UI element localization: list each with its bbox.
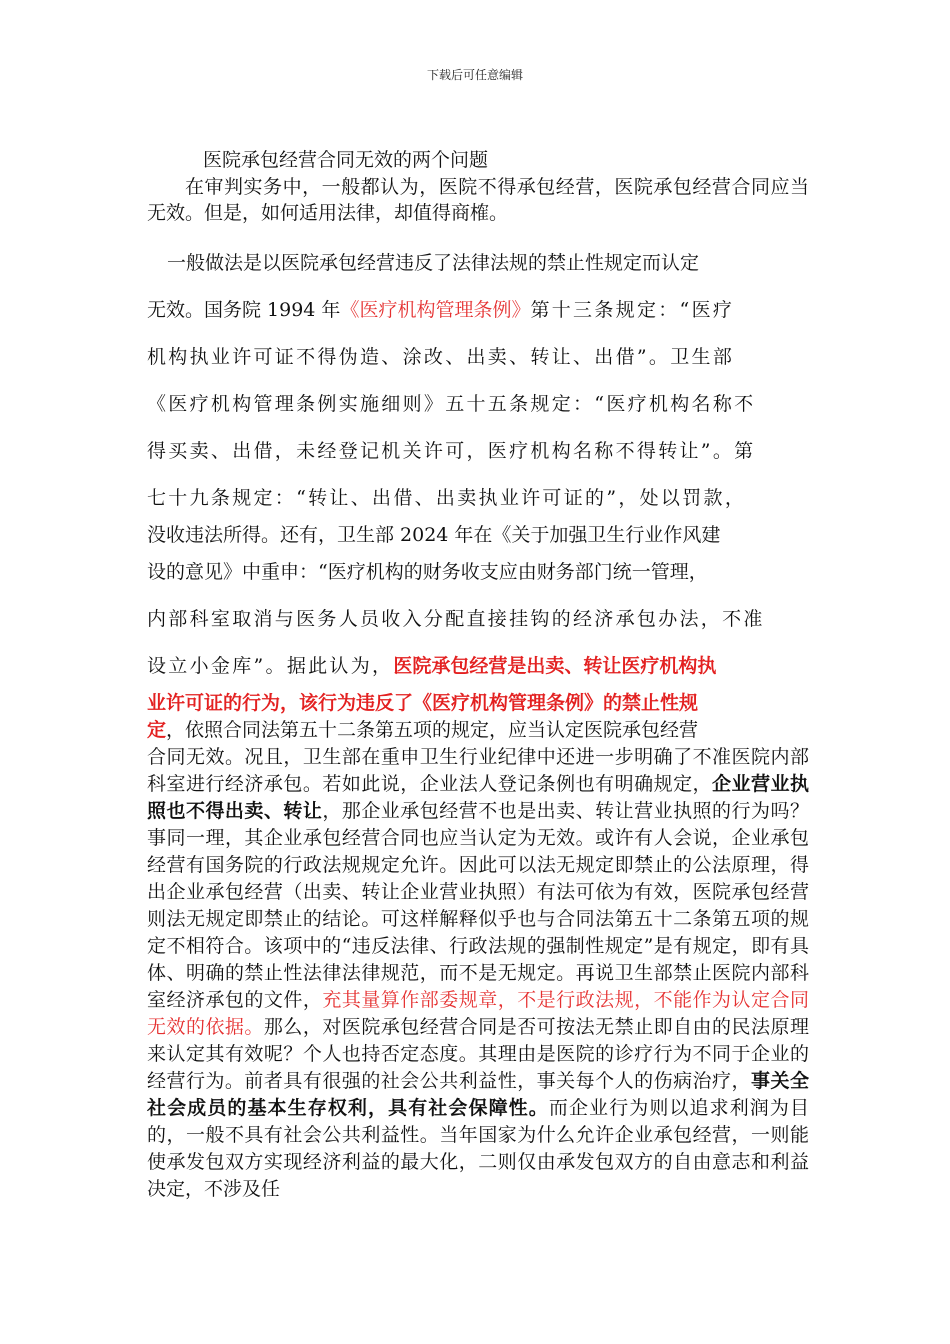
text-line: 机构执业许可证不得伪造、涂改、出卖、转让、出借”。卫生部 (147, 346, 735, 368)
paragraph-legal-basis (147, 240, 809, 744)
highlighted-regulation-title: 《医疗机构管理条例》 (340, 299, 531, 321)
document-body (147, 146, 809, 1203)
text-line: 设的意见》中重申：“医疗机构的财务收支应由财务部门统一管理， (147, 561, 708, 583)
page-header: 下载后可任意编辑 (426, 68, 523, 82)
document-title: 医院承包经营合同无效的两个问题 (203, 149, 489, 171)
text-line: 定，依照合同法第五十二条第五项的规定，应当认定医院承包经营 (147, 719, 699, 741)
text-line: 《医疗机构管理条例实施细则》五十五条规定：“医疗机构名称不 (147, 393, 756, 415)
text-line: 得买卖、出借，未经登记机关许可，医疗机构名称不得转让”。第 (147, 440, 756, 462)
highlighted-conclusion: 医院承包经营是出卖、转让医疗机构执 (393, 655, 717, 677)
text-line: 一般做法是以医院承包经营违反了法律法规的禁止性规定而认定 (167, 252, 700, 274)
paragraph-intro: 在审判实务中，一般都认为，医院不得承包经营，医院承包经营合同应当无效。但是，如何适用法律，却值得商榷。 (147, 176, 809, 224)
text-line: 七十九条规定：“转让、出借、出卖执业许可证的”，处以罚款， (147, 487, 747, 509)
text-line: 无效。国务院 1994 年《医疗机构管理条例》第十三条规定：“医疗 (147, 299, 735, 321)
highlighted-conclusion: 业许可证的行为，该行为违反了《医疗机构管理条例》的禁止性规 (147, 692, 699, 714)
text-line: 内部科室取消与医务人员收入分配直接挂钩的经济承包办法，不准 (147, 608, 765, 630)
highlighted-text: 充其量算作部委规章，不是行政法规，不能作为认定合同无效的依据。 (147, 989, 809, 1038)
emphasis-text: 事关全社会成员的基本生存权利，具有社会保障性。 (147, 1070, 809, 1119)
text-line: 设立小金库”。据此认为，医院承包经营是出卖、转让医疗机构执 (147, 655, 717, 677)
text-line: 没收违法所得。还有，卫生部 2024 年在《关于加强卫生行业作风建 (147, 524, 721, 546)
emphasis-text: 企业营业执照也不得出卖、转让 (147, 773, 809, 822)
paragraph-analysis: 合同无效。况且，卫生部在重申卫生行业纪律中还进一步明确了不准医院内部科室进行经济承包。若如此说，企业法人登记条例也有明确规定，企业营业执照也不得出卖、转让，那企业承包经营不也是出卖、转让营业执照的行为吗？事同一理，其企业承包经营合同也应当认定为无效。或许有人会说，企业承包经营有国务院的行政法规规定允许。因此可以法无规定即禁止的公法原理，得出企业承包经营（出卖、转让企业营业执照）有法可依为有效，医院承包经营则法无规定即禁止的结论。可这样解释似乎也与合同法第五十二条第五项的规定不相符合。该项中的“违反法律、行政法规的强制性规定”是有规定，即有具体、明确的禁止性法律法律规范，而不是无规定。再说卫生部禁止医院内部科室经济承包的文件，充其量算作部委规章，不是行政法规，不能作为认定合同无效的依据。那么，对医院承包经营合同是否可按法无禁止即自由的民法原理来认定其有效呢？个人也持否定态度。其理由是医院的诊疗行为不同于企业的经营行为。前者具有很强的社会公共利益性，事关每个人的伤病治疗，事关全社会成员的基本生存权利，具有社会保障性。而企业行为则以追求利润为目的，一般不具有社会公共利益性。当年国家为什么允许企业承包经营，一则能使承发包双方实现经济利益的最大化，二则仅由承发包双方的自由意志和利益决定，不涉及任 (147, 746, 809, 1200)
